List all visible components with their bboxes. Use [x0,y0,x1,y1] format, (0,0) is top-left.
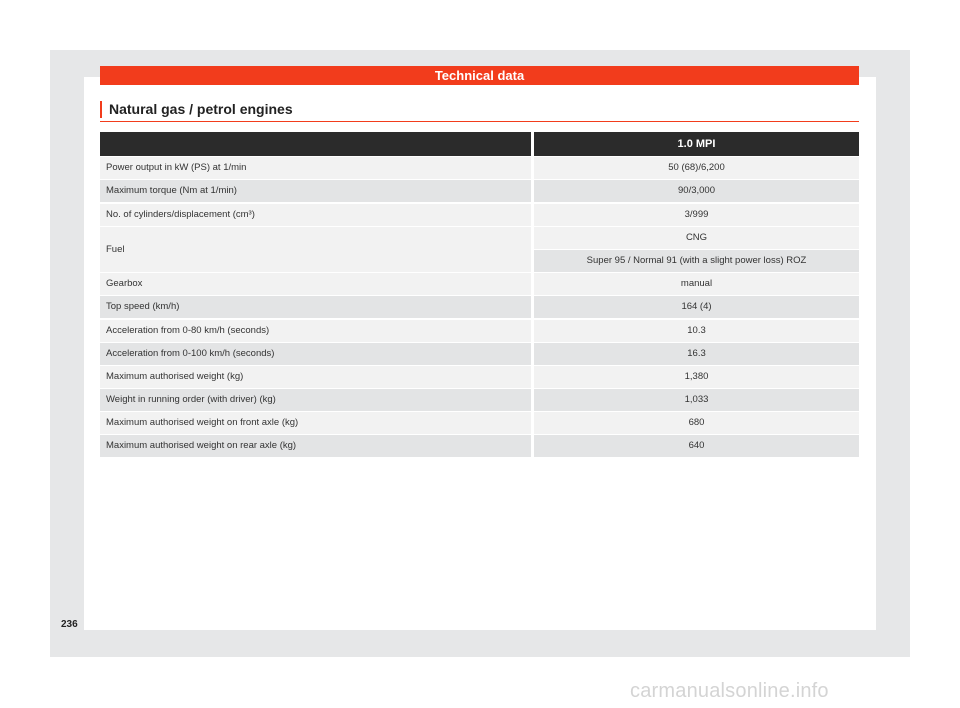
page-title [100,99,859,122]
row-value: 1,033 [534,389,859,411]
row-value: 680 [534,412,859,434]
table-row [100,389,859,411]
spec-table [100,132,859,459]
row-label: Power output in kW (PS) at 1/min [100,157,531,179]
row-label: Maximum torque (Nm at 1/min) [100,180,531,202]
row-value: 3/999 [534,204,859,226]
row-label: Maximum authorised weight on rear axle (kg) [100,435,531,457]
row-value: 640 [534,435,859,457]
table-row [100,180,859,202]
table-header-blank [100,132,531,156]
table-row [100,412,859,434]
row-value: 16.3 [534,343,859,365]
row-value: manual [534,273,859,295]
row-value: 164 (4) [534,296,859,318]
page-number: 236 [61,619,78,630]
table-row-fuel [100,227,859,272]
row-value: 1,380 [534,366,859,388]
row-label: Gearbox [100,273,531,295]
title-accent-bar [100,101,102,118]
row-label: Weight in running order (with driver) (kg) [100,389,531,411]
row-label: Maximum authorised weight on front axle (kg) [100,412,531,434]
row-label: Acceleration from 0-80 km/h (seconds) [100,320,531,342]
row-value: 10.3 [534,320,859,342]
table-row [100,157,859,179]
row-value: 50 (68)/6,200 [534,157,859,179]
fuel-value-cng: CNG [534,227,859,249]
table-row [100,366,859,388]
row-label: No. of cylinders/displacement (cm³) [100,204,531,226]
fuel-value-petrol: Super 95 / Normal 91 (with a slight power loss) ROZ [534,250,859,272]
page-title-text: Natural gas / petrol engines [109,101,293,117]
table-row [100,296,859,318]
table-row [100,320,859,342]
engine-column-header: 1.0 MPI [534,132,859,156]
fuel-values [534,227,859,272]
watermark: carmanualsonline.info [630,680,829,702]
row-label: Maximum authorised weight (kg) [100,366,531,388]
table-header-row [100,132,859,156]
row-value: 90/3,000 [534,180,859,202]
table-row [100,273,859,295]
section-banner: Technical data [100,66,859,85]
row-label: Acceleration from 0-100 km/h (seconds) [100,343,531,365]
row-label: Fuel [100,227,531,272]
table-row [100,343,859,365]
table-row [100,435,859,457]
table-row [100,204,859,226]
row-label: Top speed (km/h) [100,296,531,318]
